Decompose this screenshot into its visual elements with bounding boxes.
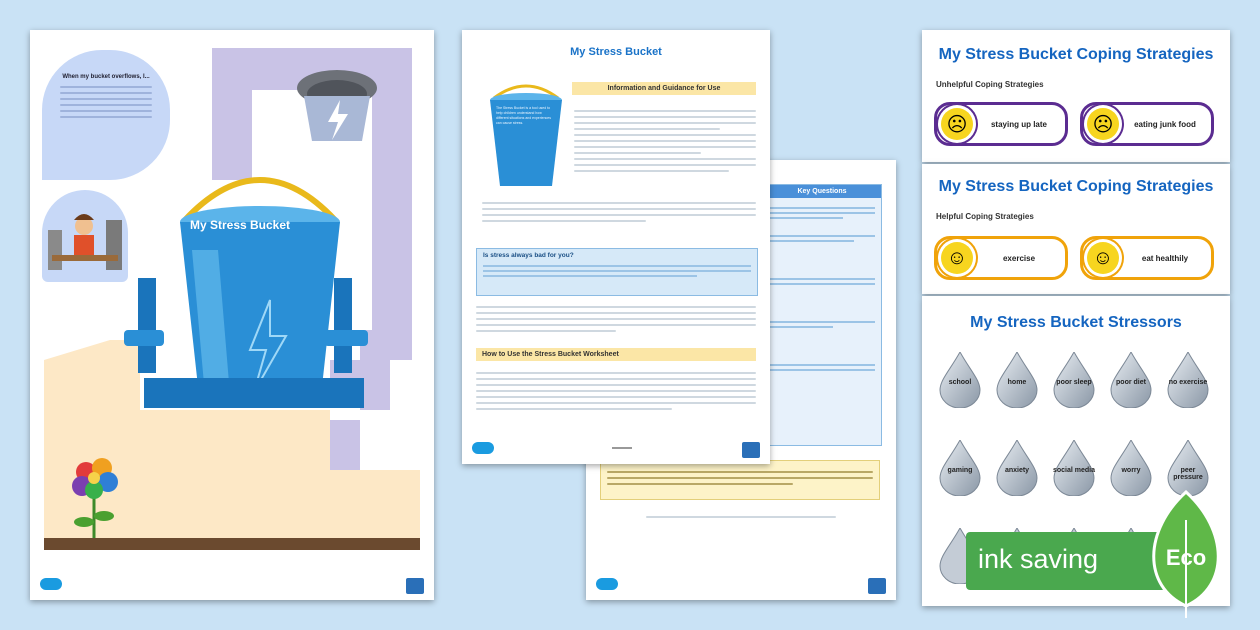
ink-saving-badge <box>966 532 1166 590</box>
stressor-drop <box>995 352 1039 408</box>
coping-item-helpful <box>934 236 1068 280</box>
storm-cloud-icon <box>292 66 382 146</box>
stressor-drop <box>938 440 982 496</box>
helpful-card-title: My Stress Bucket Coping Strategies <box>938 178 1214 195</box>
worksheet-page <box>30 30 434 600</box>
how-to-heading: How to Use the Stress Bucket Worksheet <box>476 348 756 361</box>
stress-question: Is stress always bad for you? <box>483 252 574 259</box>
stressor-label: home <box>1007 379 1027 386</box>
page-footer <box>596 578 886 594</box>
notes-box <box>600 460 880 500</box>
how-to-text <box>476 368 756 414</box>
stressors-title: My Stress Bucket Stressors <box>970 314 1182 331</box>
happy-face-icon: ☺ <box>1087 242 1119 274</box>
guidance-page <box>462 30 770 464</box>
info-heading: Information and Guidance for Use <box>572 82 756 95</box>
stressor-label: no exercise <box>1168 379 1208 386</box>
unhelpful-card-title: My Stress Bucket Coping Strategies <box>938 46 1214 63</box>
stressor-drop <box>938 352 982 408</box>
stress-question-box <box>476 248 758 296</box>
stressor-label: school <box>948 379 972 386</box>
stressor-drop <box>1166 440 1210 496</box>
stressor-label: worry <box>1121 467 1141 474</box>
stress-bucket-icon <box>110 160 380 420</box>
stressor-drop <box>1109 440 1153 496</box>
helpful-card-subtitle: Helpful Coping Strategies <box>936 212 1034 221</box>
bucket-caption: The Stress Bucket is a tool used to help children understand how different situations and experiences can cause stress. <box>496 106 551 125</box>
questions-table <box>762 184 882 446</box>
sad-face-icon: ☹ <box>1087 108 1119 140</box>
eco-label: Eco <box>1165 545 1207 570</box>
intro-text <box>482 198 756 226</box>
ink-saving-text: ink saving <box>978 544 1099 574</box>
sad-face-icon: ☹ <box>941 108 973 140</box>
coping-item-helpful <box>1080 236 1214 280</box>
coping-item-unhelpful <box>1080 102 1214 146</box>
stressor-drop <box>1166 352 1210 408</box>
stressor-label: poor sleep <box>1056 379 1092 386</box>
coping-item-label: staying up late <box>990 119 1047 129</box>
helpful-coping-card <box>922 164 1230 294</box>
stress-text <box>476 302 756 336</box>
stressor-drop <box>1109 352 1153 408</box>
coping-item-label: exercise <box>1002 253 1036 263</box>
bucket-label: My Stress Bucket <box>189 218 291 232</box>
unhelpful-coping-card <box>922 30 1230 162</box>
happy-face-icon: ☺ <box>941 242 973 274</box>
stressor-label: social media <box>1052 467 1096 474</box>
stressor-label: anxiety <box>1004 467 1030 474</box>
soil-strip <box>44 538 420 550</box>
info-text <box>574 106 756 176</box>
coping-item-unhelpful <box>934 102 1068 146</box>
stressor-drop <box>995 440 1039 496</box>
coping-item-label: eat healthily <box>1141 253 1189 263</box>
stressor-drop <box>1052 352 1096 408</box>
questions-heading: Key Questions <box>763 185 881 198</box>
unhelpful-card-subtitle: Unhelpful Coping Strategies <box>936 80 1044 89</box>
page-footer <box>40 578 424 594</box>
stressor-label: peer pressure <box>1173 467 1203 481</box>
stressor-drop <box>1052 440 1096 496</box>
speech-bubble-text: When my bucket overflows, I... <box>62 74 150 80</box>
flower-icon <box>60 450 130 540</box>
stressor-label: poor diet <box>1116 379 1146 386</box>
page-footer <box>472 442 760 458</box>
guidance-title: My Stress Bucket <box>570 46 662 58</box>
coping-item-label: eating junk food <box>1134 119 1196 129</box>
stressor-label: gaming <box>947 467 973 474</box>
